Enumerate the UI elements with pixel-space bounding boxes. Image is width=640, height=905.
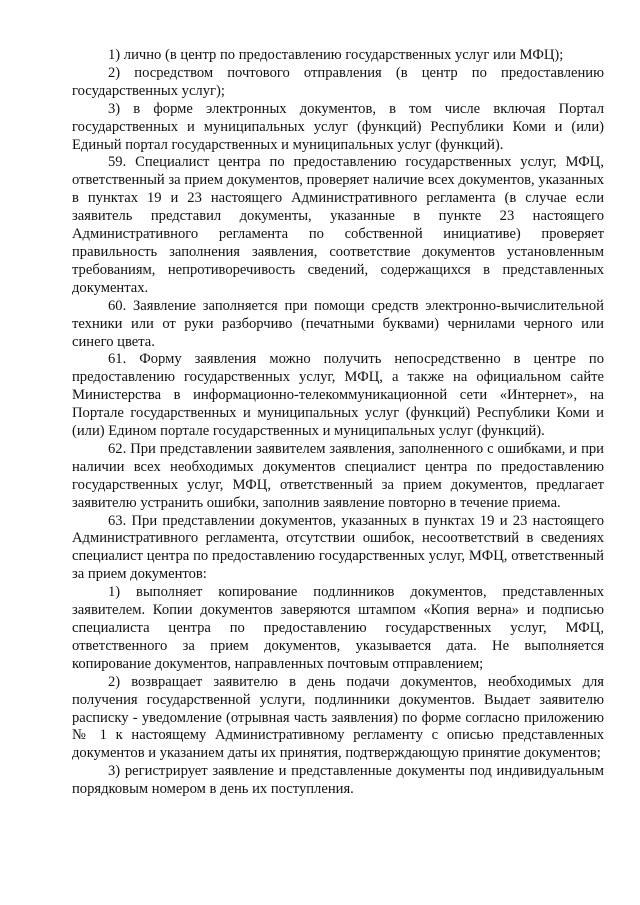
clause-59: 59. Специалист центра по предоставлению государственных услуг, МФЦ, ответственный за прием документов, проверяет наличие всех документов, указанных в пунктах 19 и 23 настоящего Административного регламента (в случае если заявитель представил документы, указанные в пункте 23 настоящего Административного регламента по собственной инициативе) проверяет правильность заполнения заявления, соответствие документов установленным требованиям, непротиворечивость сведений, содержащихся в представленных документах. [72,154,604,296]
clause-63-item-3: 3) регистрирует заявление и представленные документы под индивидуальным порядковым номером в день их поступления. [72,763,604,798]
clause-62: 62. При представлении заявителем заявления, заполненного с ошибками, и при наличии всех необходимых документов специалист центра по предоставлению государственных услуг, МФЦ, ответственный за прием документов, предлагает заявителю устранить ошибки, заполнив заявление повторно в течение приема. [72,440,604,511]
list-item-personal: 1) лично (в центр по предоставлению государственных услуг или МФЦ); [108,47,564,63]
list-item-electronic: 3) в форме электронных документов, в том числе включая Портал государственных и муниципальных услуг (функций) Республики Коми и (или) Единый портал государственных и муниципальных услуг (функций). [72,100,604,153]
clause-60: 60. Заявление заполняется при помощи средств электронно-вычислительной техники или от руки разборчиво (печатными буквами) чернилами черного или синего цвета. [72,297,604,350]
list-item-postal: 2) посредством почтового отправления (в центр по предоставлению государственных услуг); [72,64,604,99]
document-page [72,47,604,799]
clause-63: 63. При представлении документов, указанных в пунктах 19 и 23 настоящего Административного регламента, отсутствии ошибок, несоответствий в сведениях специалист центра по предоставлению государственных услуг, МФЦ, ответственный за прием документов: [72,512,604,583]
clause-61: 61. Форму заявления можно получить непосредственно в центре по предоставлению государственных услуг, МФЦ, а также на официальном сайте Министерства в информационно-телекоммуникационной сети «Интернет», на Портале государственных и муниципальных услуг (функций) Республики Коми и (или) Едином портале государственных и муниципальных услуг (функций). [72,351,604,440]
clause-63-item-2: 2) возвращает заявителю в день подачи документов, необходимых для получения государственной услуги, подлинники документов. Выдает заявителю расписку - уведомление (отрывная часть заявления) по форме согласно приложению № 1 к настоящему Административному регламенту с описью представленных документов и указанием даты их принятия, подтверждающую принятие документов; [72,673,604,762]
clause-63-item-1: 1) выполняет копирование подлинников документов, представленных заявителем. Копии документов заверяются штампом «Копия верна» и подписью специалиста центра по предоставлению государственных услуг, МФЦ, ответственного за прием документов, указывается дата. Не выполняется копирование документов, направленных почтовым отправлением; [72,584,604,672]
